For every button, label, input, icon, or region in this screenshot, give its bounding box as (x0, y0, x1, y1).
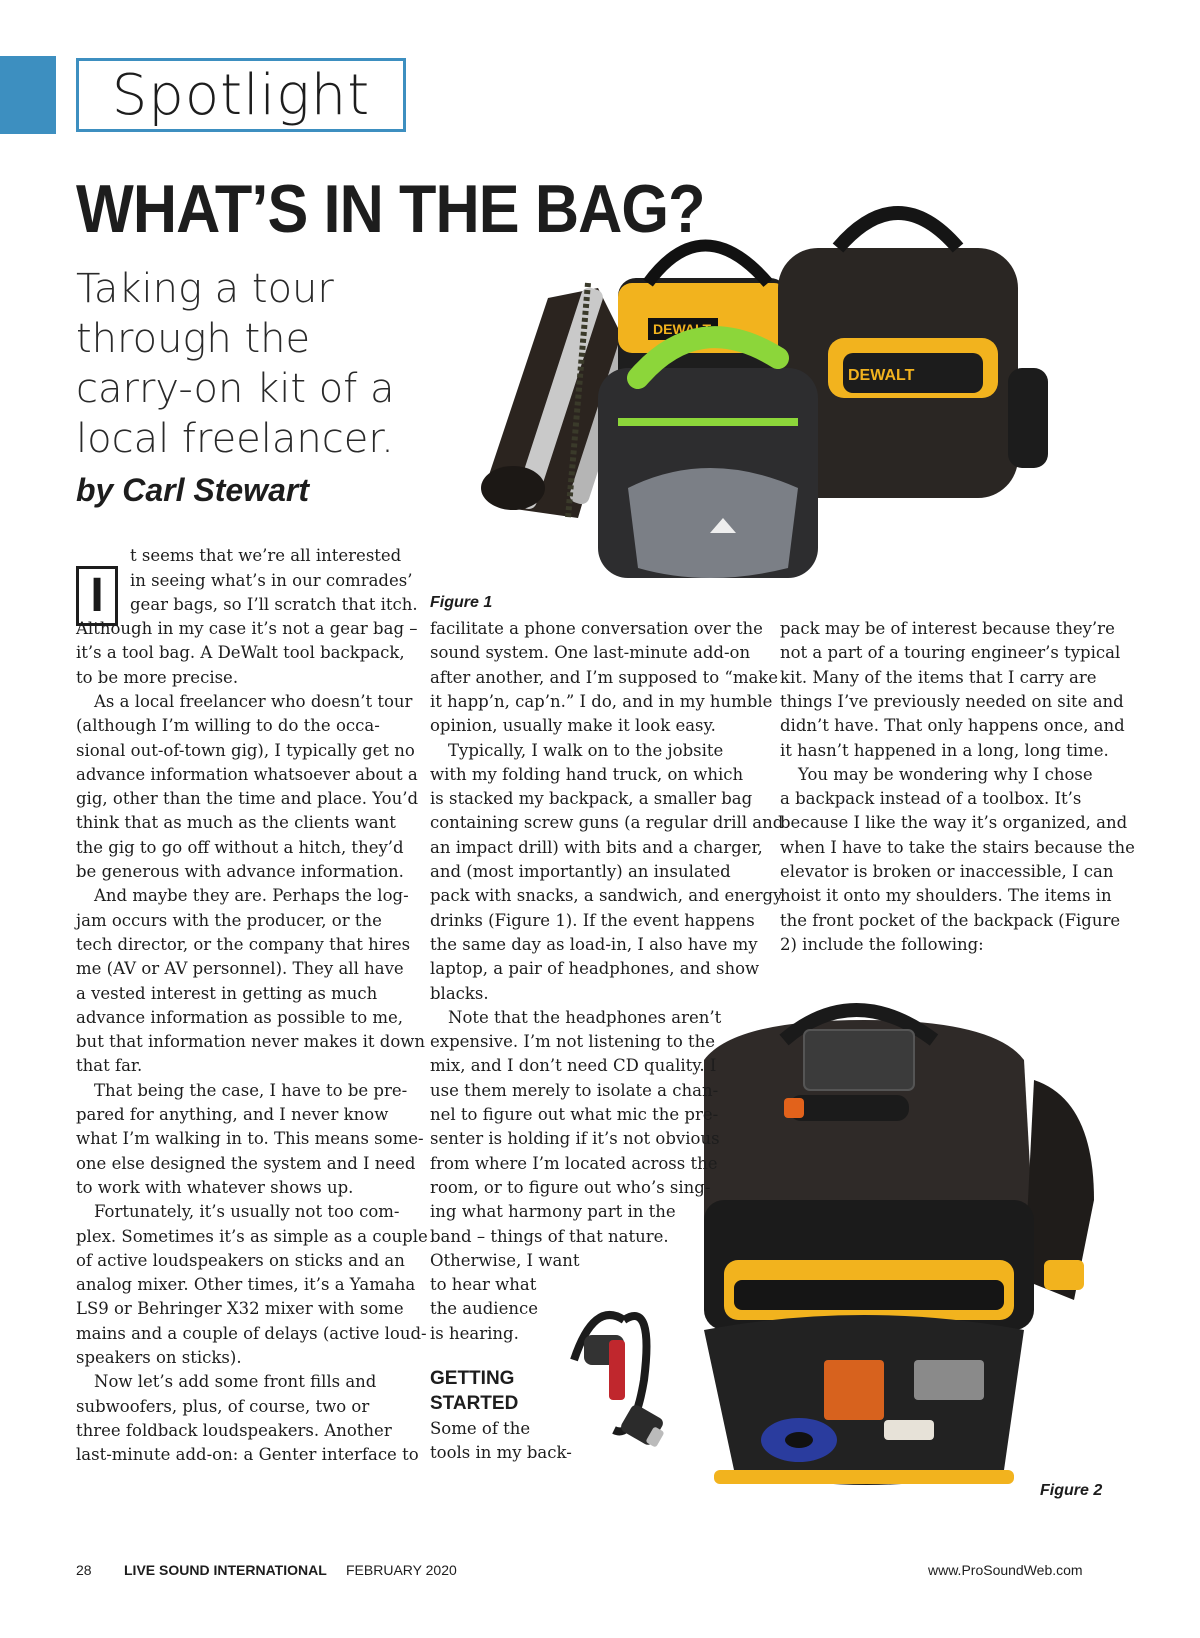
body-text-line: senter is holding if it’s not obvious (430, 1129, 720, 1149)
body-text-line: of active loudspeakers on sticks and an (76, 1250, 405, 1270)
body-text-line: what I’m walking in to. This means some- (76, 1129, 424, 1149)
body-text-line: it hasn’t happened in a long, long time. (780, 740, 1109, 760)
body-text-line: three foldback loudspeakers. Another (76, 1420, 392, 1440)
body-text-line: tools in my back- (430, 1443, 572, 1462)
body-text-line: an impact drill) with bits and a charger, (430, 837, 763, 857)
body-text-line: it happ’n, cap’n.” I do, and in my humble (430, 691, 773, 711)
body-text-line: Now let’s add some front fills and (94, 1372, 377, 1392)
figure-1-bags-photo (448, 188, 1098, 608)
body-text-line: That being the case, I have to be pre- (94, 1080, 408, 1100)
body-text-line: (although I’m willing to do the occa- (76, 716, 380, 736)
body-text-line: ing what harmony part in the (430, 1202, 676, 1222)
body-text-line: Fortunately, it’s usually not too com- (94, 1202, 400, 1222)
body-text-line: Otherwise, I want (430, 1250, 580, 1270)
body-text-line: gear bags, so I’ll scratch that itch. (130, 595, 418, 614)
body-text-line: it’s a tool bag. A DeWalt tool backpack, (76, 643, 405, 663)
figure-2-caption: Figure 2 (1040, 1482, 1103, 1499)
body-text-line: elevator is broken or inaccessible, I can (780, 862, 1114, 881)
deck-line: through the (76, 316, 311, 362)
body-text-line: but that information never makes it down (76, 1032, 426, 1052)
body-text-line: laptop, a pair of headphones, and show (430, 959, 760, 979)
body-text-line: the gig to go off without a hitch, they’d (76, 837, 404, 857)
section-subhead: STARTED (430, 1393, 519, 1414)
body-text-line: sional out-of-town gig), I typically get no (76, 740, 415, 760)
body-text-line: hoist it onto my shoulders. The items in (780, 886, 1112, 906)
deck-line: carry-on kit of a (76, 366, 395, 412)
website-url: www.ProSoundWeb.com (928, 1562, 1083, 1578)
article-headline: WHAT’S IN THE BAG? (76, 171, 705, 247)
body-text-line: You may be wondering why I chose (798, 764, 1093, 784)
body-text-line: As a local freelancer who doesn’t tour (94, 691, 413, 711)
section-subhead: GETTING (430, 1368, 515, 1389)
body-text-line: be generous with advance information. (76, 862, 404, 881)
body-text-line: pack may be of interest because they’re (780, 619, 1115, 638)
body-text-line: when I have to take the stairs because the (780, 837, 1135, 857)
body-text-line: Typically, I walk on to the jobsite (448, 740, 724, 760)
body-text-line: one else designed the system and I need (76, 1153, 416, 1173)
body-text-line: that far. (76, 1056, 143, 1076)
bag-logo: DEWALT (653, 321, 712, 337)
body-text-line: And maybe they are. Perhaps the log- (94, 886, 409, 906)
body-text-line: and (most importantly) an insulated (430, 862, 731, 881)
body-text-line: last-minute add-on: a Genter interface to (76, 1445, 419, 1465)
deck-line: local freelancer. (76, 416, 394, 462)
body-text-line: t seems that we’re all interested (130, 546, 402, 565)
body-text-line: a backpack instead of a toolbox. It’s (780, 789, 1082, 809)
body-text-line: blacks. (430, 983, 489, 1003)
body-text-line: in seeing what’s in our comrades’ (130, 570, 413, 590)
body-text-line: mains and a couple of delays (active loud- (76, 1323, 427, 1343)
body-text-line: advance information as possible to me, (76, 1007, 404, 1027)
body-text-line: pack with snacks, a sandwich, and energy (430, 886, 783, 906)
dewalt-backpack-graphic (778, 213, 1048, 498)
body-text-line: speakers on sticks). (76, 1348, 242, 1367)
body-text-line: is stacked my backpack, a smaller bag (430, 789, 753, 809)
magazine-name: LIVE SOUND INTERNATIONAL (124, 1562, 327, 1578)
body-text-line: the same day as load-in, I also have my (430, 934, 758, 954)
body-text-line: think that as much as the clients want (76, 813, 396, 833)
body-text-line: sound system. One last-minute add-on (430, 643, 751, 663)
body-text-line: the front pocket of the backpack (Figure (780, 910, 1121, 930)
body-text-line: subwoofers, plus, of course, two or (76, 1396, 370, 1416)
issue-date: FEBRUARY 2020 (346, 1562, 457, 1578)
body-text-line: to hear what (430, 1275, 537, 1295)
drop-cap: I (76, 566, 118, 626)
body-text-line: pared for anything, and I never know (76, 1105, 389, 1124)
article-deck (76, 264, 416, 464)
body-text-line: a vested interest in getting as much (76, 983, 378, 1003)
body-text-line: use them merely to isolate a chan- (430, 1080, 719, 1100)
body-text-line: band – things of that nature. (430, 1226, 669, 1246)
body-text-line: analog mixer. Other times, it’s a Yamaha (76, 1275, 416, 1295)
body-text-line: because I like the way it’s organized, and (780, 813, 1128, 833)
body-text-line: not a part of a touring engineer’s typical (780, 643, 1121, 663)
cooler-bag-graphic (598, 337, 818, 578)
body-text-line: gig, other than the time and place. You’d (76, 789, 419, 809)
body-text-line: tech director, or the company that hires (76, 934, 411, 954)
section-color-tab (0, 56, 56, 134)
body-text-line: from where I’m located across the (430, 1153, 718, 1173)
body-text-line: to be more precise. (76, 667, 239, 687)
bag-logo: DEWALT (848, 367, 915, 384)
body-text-line: nel to figure out what mic the pre- (430, 1105, 719, 1124)
body-text-line: plex. Sometimes it’s as simple as a couple (76, 1226, 428, 1246)
body-text-line: drinks (Figure 1). If the event happens (430, 910, 755, 930)
body-text-line: kit. Many of the items that I carry are (780, 667, 1097, 687)
body-text-line: jam occurs with the producer, or the (76, 910, 382, 930)
body-text-line: LS9 or Behringer X32 mixer with some (76, 1299, 404, 1319)
figure-1-caption: Figure 1 (430, 594, 493, 611)
body-text-line: expensive. I’m not listening to the (430, 1032, 716, 1052)
body-text-line: things I’ve previously needed on site and (780, 691, 1124, 711)
body-text-line: to work with whatever shows up. (76, 1177, 354, 1197)
body-text-line: Although in my case it’s not a gear bag – (76, 619, 418, 638)
body-text-line: didn’t have. That only happens once, and (780, 716, 1125, 736)
body-text-line: is hearing. (430, 1323, 519, 1343)
body-text-line: facilitate a phone conversation over the (430, 619, 763, 638)
body-text-line: room, or to figure out who’s sing- (430, 1177, 711, 1197)
body-text-line: 2) include the following: (780, 934, 984, 954)
body-text-line: me (AV or AV personnel). They all have (76, 959, 404, 979)
body-text-line: opinion, usually make it look easy. (430, 716, 716, 736)
section-label: Spotlight (111, 62, 371, 128)
body-text-line: Note that the headphones aren’t (448, 1007, 722, 1027)
body-text-line: mix, and I don’t need CD quality. I (430, 1056, 717, 1076)
author-byline: by Carl Stewart (76, 472, 309, 508)
body-text-line: with my folding hand truck, on which (430, 764, 744, 784)
body-text-line: containing screw guns (a regular drill and (430, 813, 784, 833)
body-text-line: advance information whatsoever about a (76, 764, 418, 784)
page-number: 28 (76, 1562, 92, 1578)
body-text-line: Some of the (430, 1419, 531, 1438)
body-text-line: the audience (430, 1299, 538, 1319)
open-backpack-graphic (704, 1010, 1094, 1485)
deck-line: Taking a tour (76, 266, 334, 312)
body-text-line: after another, and I’m supposed to “make (430, 667, 779, 687)
